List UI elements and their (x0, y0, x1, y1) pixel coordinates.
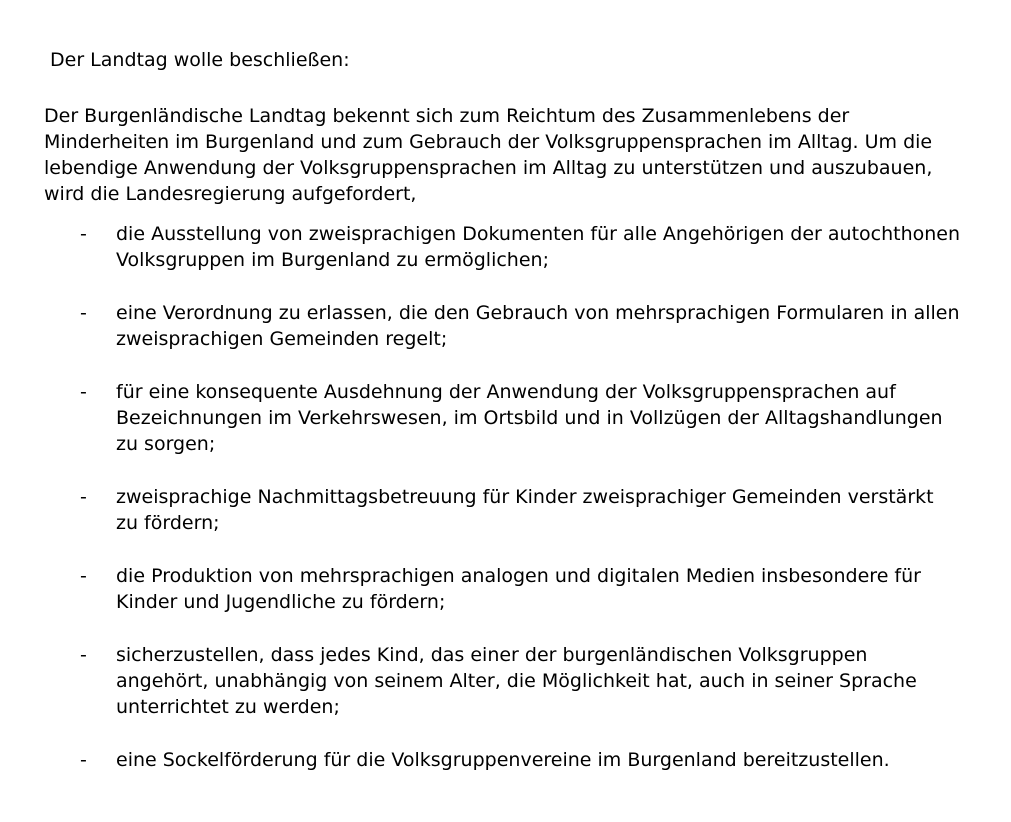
dash-marker: - (80, 302, 87, 324)
dash-marker: - (80, 644, 87, 666)
list-item-text: die Produktion von mehrsprachigen analogen und digitalen Medien insbesondere für Kinder und Jugendliche zu fördern; (116, 565, 921, 613)
list-item (0, 379, 1011, 457)
list-item (0, 642, 1011, 720)
list-item (0, 563, 1011, 615)
list-item-text: eine Sockelförderung für die Volksgruppenvereine im Burgenland bereitzustellen. (116, 749, 890, 771)
dash-marker: - (80, 486, 87, 508)
dash-marker: - (80, 223, 87, 245)
list-item (0, 747, 1011, 773)
dash-marker: - (80, 749, 87, 771)
list-item-text: zweisprachige Nachmittagsbetreuung für Kinder zweisprachiger Gemeinden verstärkt zu fördern; (116, 486, 934, 534)
demands-list (0, 221, 1011, 800)
intro-paragraph: Der Burgenländische Landtag bekennt sich zum Reichtum des Zusammenlebens der Minderheiten im Burgenland und zum Gebrauch der Volksgruppensprachen im Alltag. Um die lebendige Anwendung der Volksgruppensprachen im Alltag zu unterstützen und auszubauen, wird die Landesregierung aufgefordert, (44, 105, 933, 205)
resolution-heading: Der Landtag wolle beschließen: (50, 49, 350, 71)
dash-marker: - (80, 565, 87, 587)
dash-marker: - (80, 381, 87, 403)
list-item-text: eine Verordnung zu erlassen, die den Gebrauch von mehrsprachigen Formularen in allen zweisprachigen Gemeinden regelt; (116, 302, 960, 350)
list-item (0, 484, 1011, 536)
list-item-text: die Ausstellung von zweisprachigen Dokumenten für alle Angehörigen der autochthonen Volksgruppen im Burgenland zu ermöglichen; (116, 223, 961, 271)
list-item-text: sicherzustellen, dass jedes Kind, das einer der burgenländischen Volksgruppen angehört, unabhängig von seinem Alter, die Möglichkeit hat, auch in seiner Sprache unterrichtet zu werden; (116, 644, 917, 718)
list-item-text: für eine konsequente Ausdehnung der Anwendung der Volksgruppensprachen auf Bezeichnungen im Verkehrswesen, im Ortsbild und in Vollzügen der Alltagshandlungen zu sorgen; (116, 381, 943, 455)
list-item (0, 221, 1011, 273)
list-item (0, 300, 1011, 352)
